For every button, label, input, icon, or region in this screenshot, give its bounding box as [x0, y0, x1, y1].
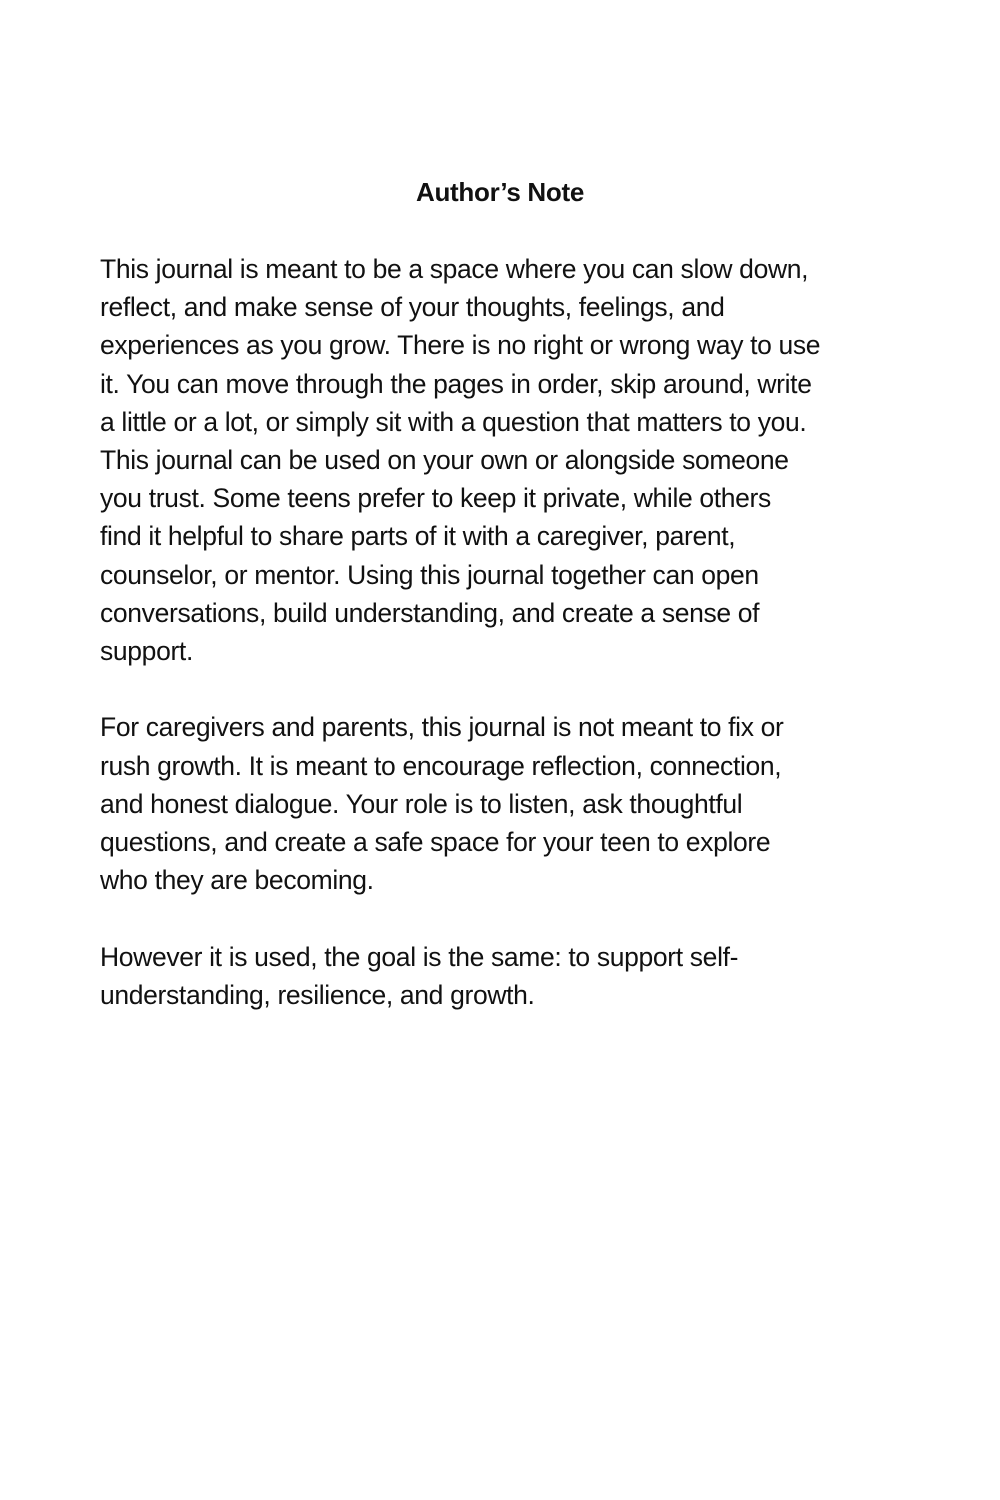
- paragraph-spacer: [100, 670, 910, 708]
- text-line: who they are becoming.: [100, 865, 374, 896]
- paragraph-intro: [100, 250, 910, 670]
- text-line: experiences as you grow. There is no right or wrong way to use: [100, 330, 821, 361]
- text-line: rush growth. It is meant to encourage reflection, connection,: [100, 750, 782, 781]
- text-line: reflect, and make sense of your thoughts, feelings, and: [100, 292, 725, 323]
- paragraph-spacer: [100, 899, 910, 937]
- text-line: For caregivers and parents, this journal is not meant to fix or: [100, 712, 784, 743]
- text-line: and honest dialogue. Your role is to listen, ask thoughtful: [100, 788, 743, 819]
- page-title: Author’s Note: [416, 177, 584, 207]
- text-line: questions, and create a safe space for your teen to explore: [100, 827, 771, 858]
- text-line: This journal can be used on your own or alongside someone: [100, 445, 789, 476]
- text-line: a little or a lot, or simply sit with a question that matters to you.: [100, 406, 807, 437]
- paragraph-goal: [100, 938, 910, 1014]
- text-line: counselor, or mentor. Using this journal together can open: [100, 559, 759, 590]
- text-line: This journal is meant to be a space where you can slow down,: [100, 254, 809, 284]
- text-line: conversations, build understanding, and create a sense of: [100, 597, 760, 628]
- text-line: find it helpful to share parts of it with a caregiver, parent,: [100, 521, 736, 552]
- paragraph-caregivers: [100, 708, 910, 899]
- body-text: [100, 250, 910, 1014]
- text-line: understanding, resilience, and growth.: [100, 979, 535, 1010]
- text-line: However it is used, the goal is the same: to support self-: [100, 941, 739, 972]
- text-line: support.: [100, 636, 193, 667]
- text-line: you trust. Some teens prefer to keep it private, while others: [100, 483, 771, 514]
- text-line: it. You can move through the pages in order, skip around, write: [100, 368, 812, 399]
